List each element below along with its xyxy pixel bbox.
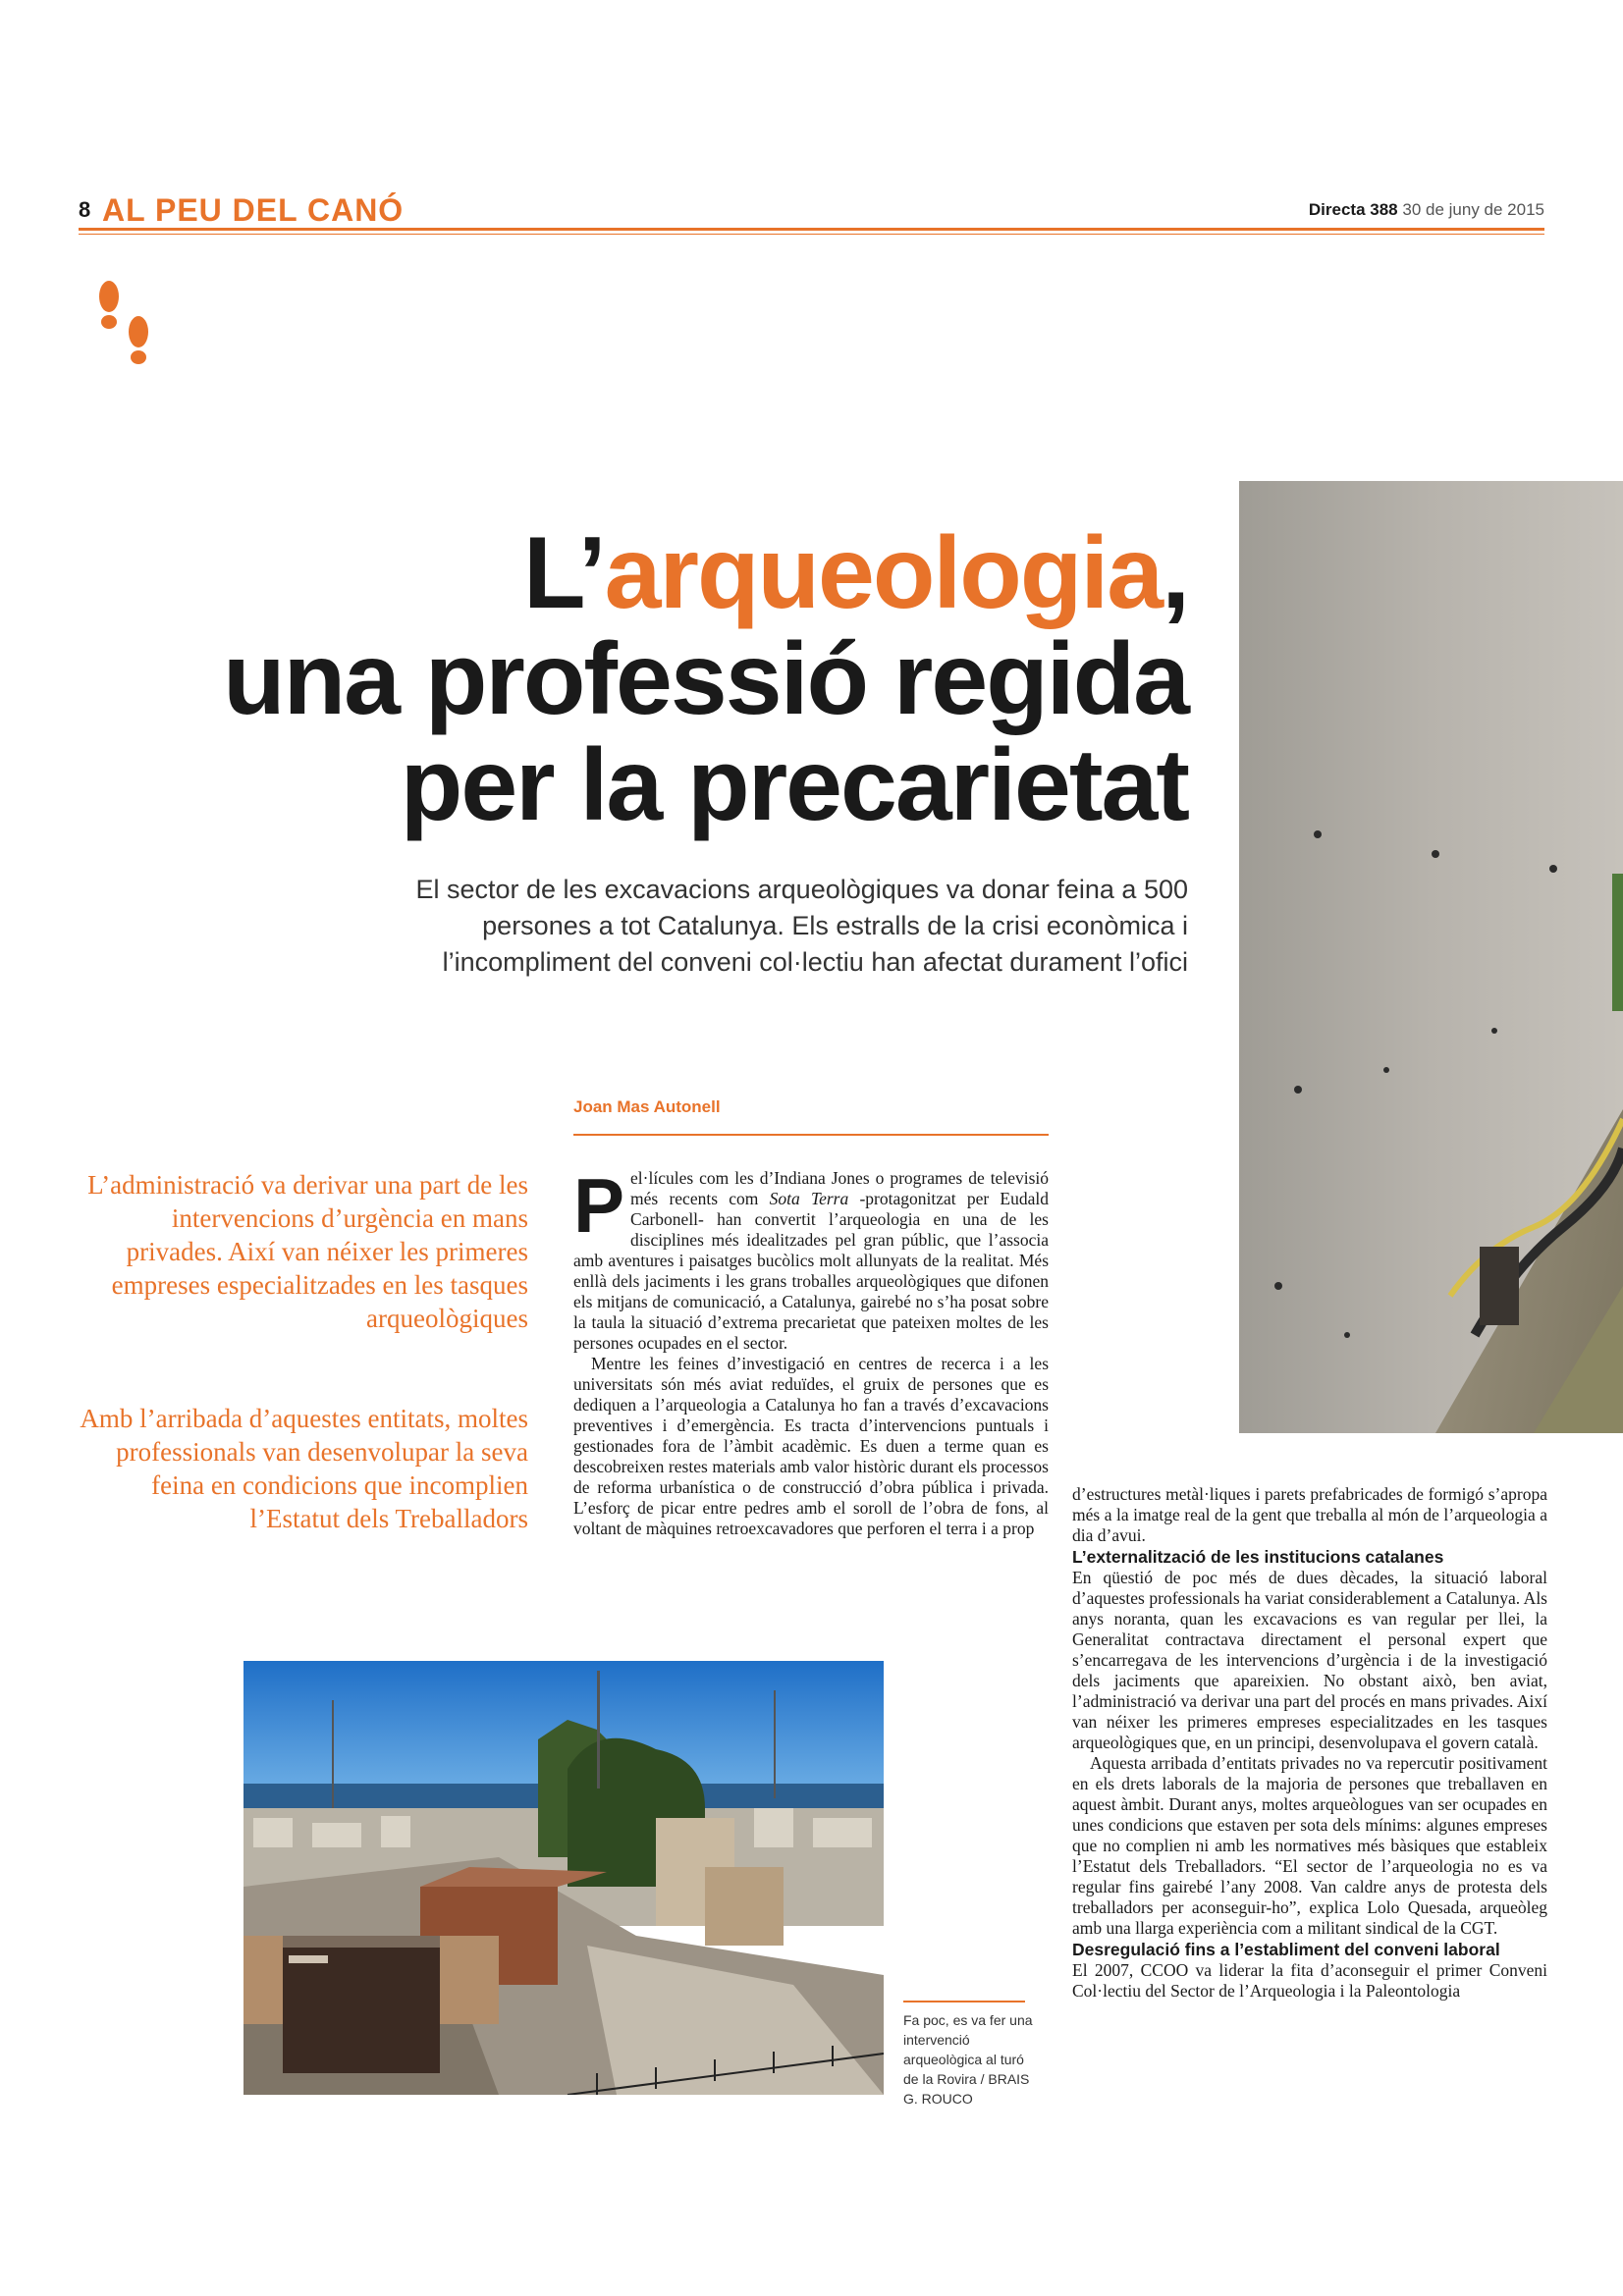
headline-part2: ,: [1162, 516, 1188, 630]
photo-caption: [903, 2010, 1041, 2109]
caption-rule: [903, 2001, 1025, 2002]
header-rule-thin: [79, 234, 1544, 235]
publication-name: Directa 388: [1308, 200, 1398, 219]
headline-line2: una professió regida: [223, 622, 1188, 736]
headline: [59, 516, 1188, 842]
dropcap: P: [573, 1162, 625, 1249]
wall-photo-image: [1239, 481, 1623, 1433]
byline: Joan Mas Autonell: [573, 1097, 721, 1116]
article-column-1: [573, 1162, 1049, 1539]
pull-quote-1: L’administració va derivar una part de les intervencions d’urgència en mans privades. Així van néixer les primeres empreses especialitzades en les tasques arqueològiques: [87, 1170, 528, 1333]
wall-photo: [1239, 481, 1623, 1433]
footprints-icon: [93, 275, 162, 383]
caption-text: Fa poc, es va fer una intervenció arqueològica al turó de la Rovira: [903, 2012, 1033, 2087]
pull-quote-2: Amb l’arribada d’aquestes entitats, moltes professionals van desenvolupar la seva feina en condicions que incomplien l’Estatut dels Treballadors: [80, 1404, 528, 1533]
city-photo-image: [243, 1661, 884, 2095]
city-photo: [243, 1661, 884, 2095]
header-rule: [79, 228, 1544, 231]
paragraph-2: Mentre les feines d’investigació en centres de recerca i a les universitats són més aviat reduïdes, el gruix de persones que es dediquen a l’arqueologia a Catalunya ho fan a través d’excavacions preventives i d’emergència. Es tracta d’intervencions puntuals i gestionades fora de l’àmbit acadèmic. Es duen a terme quan es descobreixen restes materials amb valor històric durant els processos de reforma urbanística o de construcció d’obra pública i privada. L’esforç de picar entre pedres amb el soroll de l’obra de fons, al voltant de màquines retroexcavadores que perforen el terra i a prop: [573, 1354, 1049, 1538]
headline-part1: L’: [522, 516, 605, 630]
paragraph-4: Aquesta arribada d’entitats privades no va repercutir positivament en els drets laborals de la majoria de persones que treballaven en aquest àmbit. Durant anys, moltes arqueòlogues van ser ocupades en unes condicions que estaven per sota dels mínims: algunes empreses que no complien ni amb les normatives més bàsiques que estableix l’Estatut dels Treballadors. “El sector de l’arqueologia no es va regular fins gairebé l’any 2008. Van caldre anys de protesta dels treballadors per aconseguir-ho”, explica Lolo Quesada, arqueòleg amb una llarga experiència com a militant sindical de la CGT.: [1072, 1753, 1547, 1938]
article-column-2: [1072, 1484, 1547, 2002]
subhead-deregulation: Desregulació fins a l’establiment del conveni laboral: [1072, 1940, 1500, 1959]
page-number: 8: [79, 197, 91, 222]
issue-info: [1309, 200, 1544, 220]
paragraph-3: En qüestió de poc més de dues dècades, la situació laboral d’aquestes professionals ha variat considerablement a Catalunya. Als anys noranta, quan les excavacions es van regular per llei, la Generalitat contractava directament el personal expert que s’encarregava de les intervencions d’urgència i de la investigació dels jaciments que apareixien. No obstant això, ben aviat, l’administració va derivar una part del procés en mans privades. Així van néixer les primeres empreses especialitzades en les tasques arqueològiques que, en un principi, desenvolupava el govern català.: [1072, 1568, 1547, 1752]
paragraph-1: [573, 1162, 1049, 1354]
p1-title: Sota Terra: [769, 1189, 849, 1208]
headline-highlight: arqueologia: [604, 516, 1163, 630]
paragraph-5: El 2007, CCOO va liderar la fita d’aconseguir el primer Conveni Col·lectiu del Sector de l’Arqueologia i la Paleontologia: [1072, 1960, 1547, 2001]
p1-text-a: el·lícules com les d’Indiana Jones o programes de televisió més recents com: [630, 1168, 1049, 1208]
section-title: AL PEU DEL CANÓ: [102, 192, 405, 228]
paragraph-2-continued: d’estructures metàl·liques i parets prefabricades de formigó s’apropa més a la imatge real de la gent que treballa al món de l’arqueologia a dia d’avui.: [1072, 1484, 1547, 1545]
subhead-externalization: L’externalització de les institucions catalanes: [1072, 1547, 1444, 1567]
caption-credit: / BRAIS G. ROUCO: [903, 2071, 1030, 2107]
headline-line3: per la precarietat: [400, 728, 1188, 842]
p1-text-b: -protagonitzat per Eudald Carbonell- han convertit l’arqueologia en una de les disciplines més idealitzades pel gran públic, que l’associa amb aventures i paisatges bucòlics molt allunyats de la realitat. Més enllà dels jaciments i les grans troballes arqueològiques que difonen els mitjans de comunicació, a Catalunya, gairebé no s’ha posat sobre la taula la situació d’extrema precarietat que pateixen moltes de les persones ocupades en el sector.: [573, 1189, 1049, 1353]
byline-rule: [573, 1134, 1049, 1136]
subheadline: El sector de les excavacions arqueològiques va donar feina a 500 persones a tot Catalunya. Els estralls de la crisi econòmica i l’incompliment del conveni col·lectiu han afectat durament l’ofici: [415, 875, 1188, 977]
issue-date: 30 de juny de 2015: [1402, 200, 1544, 219]
